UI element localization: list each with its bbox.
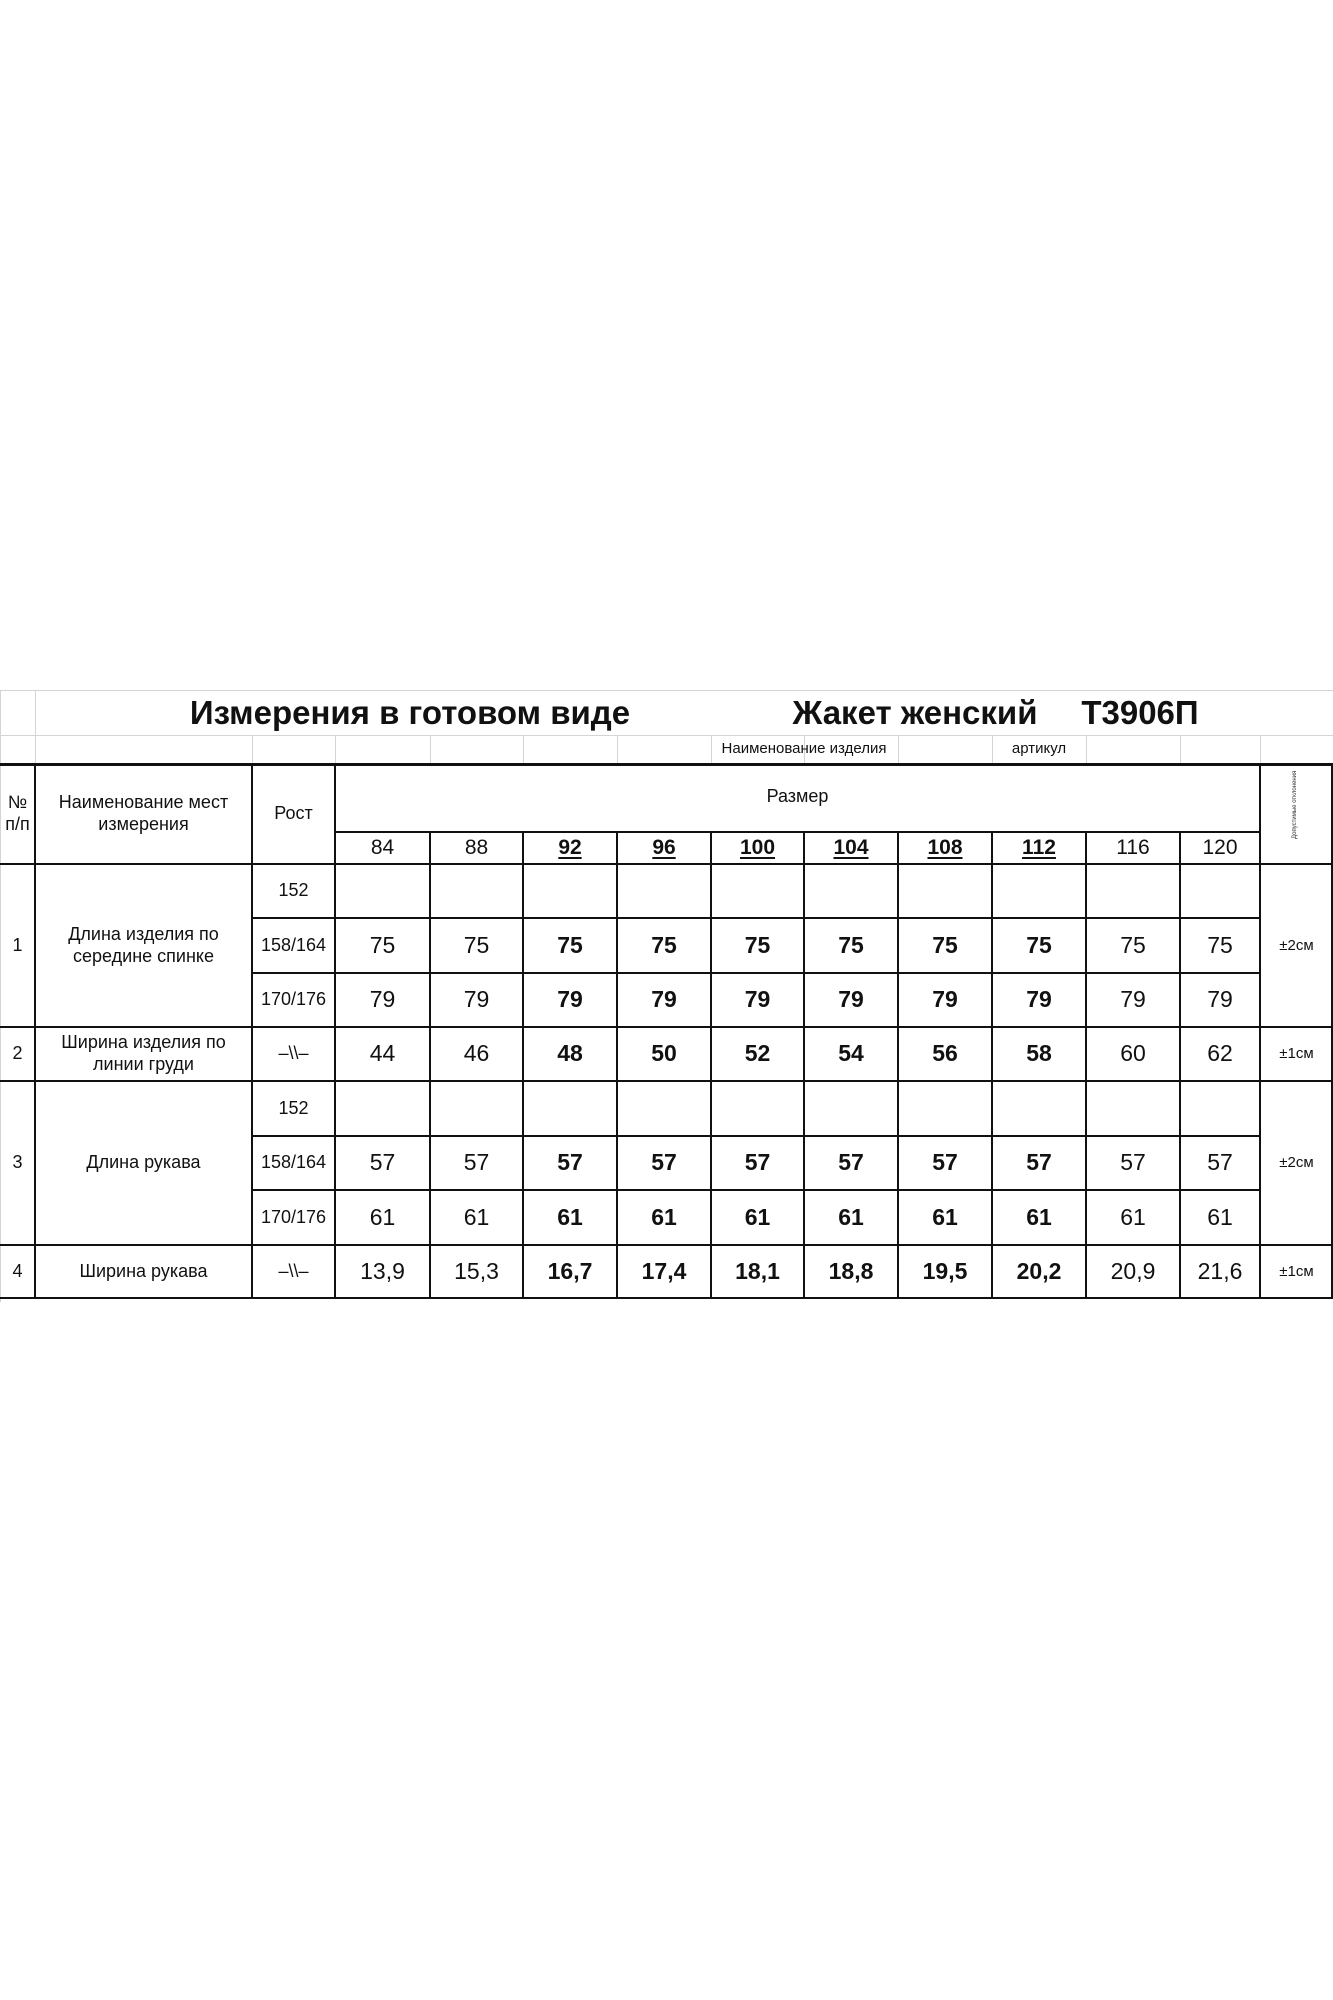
table-cell: 79 bbox=[744, 986, 771, 1013]
size-header-cell: 104 bbox=[833, 835, 869, 859]
table-cell: 46 bbox=[463, 1040, 490, 1067]
table-cell: 75 bbox=[1207, 931, 1233, 958]
size-header-cell: 88 bbox=[464, 835, 489, 859]
measurement-name: Ширина изделия по линии груди bbox=[61, 1032, 226, 1074]
col-no-header: № п/п bbox=[5, 791, 30, 834]
table-cell: 15,3 bbox=[454, 1257, 499, 1284]
table-cell: 75 bbox=[1120, 931, 1146, 958]
tolerance-value: ±2см bbox=[1279, 1154, 1314, 1171]
table-cell bbox=[711, 1081, 804, 1136]
col-size-header: Размер bbox=[766, 786, 829, 807]
grid-line-v bbox=[1260, 735, 1261, 763]
table-cell: 21,6 bbox=[1197, 1257, 1243, 1284]
height-value: 158/164 bbox=[260, 934, 327, 955]
grid-line-v bbox=[617, 735, 618, 763]
table-cell: 61 bbox=[744, 1203, 771, 1230]
table-cell: 61 bbox=[463, 1203, 490, 1230]
table-cell bbox=[898, 864, 992, 918]
table-cell: 20,9 bbox=[1110, 1257, 1156, 1284]
table-cell: 79 bbox=[1026, 986, 1052, 1013]
table-cell: 57 bbox=[1120, 1149, 1146, 1176]
tolerance-value: ±1см bbox=[1279, 1045, 1314, 1062]
table-cell: 79 bbox=[932, 986, 958, 1013]
table-cell: 61 bbox=[369, 1203, 396, 1230]
table-cell: 75 bbox=[1026, 931, 1052, 958]
table-cell: 79 bbox=[369, 986, 396, 1013]
table-cell bbox=[523, 864, 617, 918]
tolerance-value: ±1см bbox=[1279, 1262, 1314, 1280]
table-cell bbox=[335, 1081, 430, 1136]
height-value: –\\– bbox=[278, 1260, 309, 1281]
measurement-name: Длина изделия по середине спинке bbox=[68, 923, 219, 966]
page-title: Измерения в готовом виде bbox=[189, 693, 631, 731]
table-cell: 56 bbox=[932, 1040, 958, 1067]
table-cell bbox=[898, 1081, 992, 1136]
article-code: Т3906П bbox=[1081, 693, 1199, 731]
table-cell: 16,7 bbox=[547, 1257, 593, 1284]
grid-line-v bbox=[35, 735, 36, 763]
row-number: 2 bbox=[12, 1043, 23, 1064]
table-cell bbox=[617, 1081, 711, 1136]
table-cell: 57 bbox=[369, 1149, 396, 1176]
table-cell: 52 bbox=[744, 1040, 771, 1067]
height-value: –\\– bbox=[278, 1043, 309, 1064]
table-cell: 61 bbox=[1207, 1203, 1233, 1230]
product-name: Жакет женский bbox=[792, 693, 1038, 731]
product-caption: Наименование изделия bbox=[721, 740, 887, 757]
table-cell bbox=[335, 864, 430, 918]
table-cell: 75 bbox=[932, 931, 958, 958]
height-value: 170/176 bbox=[260, 1206, 327, 1227]
table-cell: 50 bbox=[651, 1040, 677, 1067]
table-cell: 60 bbox=[1120, 1040, 1146, 1067]
measurement-name: Ширина рукава bbox=[79, 1260, 208, 1281]
table-cell: 75 bbox=[557, 931, 583, 958]
table-cell: 61 bbox=[1026, 1203, 1052, 1230]
size-header-cell: 108 bbox=[927, 835, 963, 859]
table-cell: 58 bbox=[1026, 1040, 1052, 1067]
table-cell: 61 bbox=[932, 1203, 958, 1230]
table-cell bbox=[1086, 864, 1180, 918]
tolerance-value: ±2см bbox=[1279, 936, 1314, 954]
table-cell: 57 bbox=[932, 1149, 958, 1176]
size-header-cell: 84 bbox=[370, 835, 395, 859]
table-cell: 54 bbox=[838, 1040, 864, 1067]
height-value: 170/176 bbox=[260, 989, 327, 1010]
table-cell: 79 bbox=[463, 986, 490, 1013]
table-cell: 57 bbox=[651, 1149, 677, 1176]
table-cell: 18,8 bbox=[828, 1257, 874, 1284]
table-cell: 75 bbox=[369, 931, 396, 958]
row-number: 4 bbox=[12, 1260, 23, 1281]
table-cell: 13,9 bbox=[360, 1257, 405, 1284]
grid-line-v bbox=[523, 735, 524, 763]
table-cell bbox=[430, 864, 523, 918]
table-cell: 61 bbox=[838, 1203, 864, 1230]
table-cell bbox=[617, 864, 711, 918]
table-cell bbox=[992, 1081, 1086, 1136]
article-caption: артикул bbox=[1011, 740, 1067, 757]
table-cell: 17,4 bbox=[641, 1257, 687, 1284]
height-value: 152 bbox=[278, 880, 309, 901]
table-cell: 19,5 bbox=[922, 1257, 968, 1284]
grid-line-v bbox=[35, 690, 36, 735]
table-cell: 48 bbox=[557, 1040, 583, 1067]
table-cell: 62 bbox=[1207, 1040, 1233, 1067]
tolerance-caption: Допустимые отклонения bbox=[1292, 770, 1298, 839]
table-cell bbox=[804, 864, 898, 918]
table-cell: 57 bbox=[1026, 1149, 1052, 1176]
table-cell: 61 bbox=[651, 1203, 677, 1230]
table-cell bbox=[1180, 864, 1260, 918]
table-cell: 57 bbox=[463, 1149, 490, 1176]
table-cell: 61 bbox=[557, 1203, 583, 1230]
grid-line-v bbox=[898, 735, 899, 763]
size-header-cell: 96 bbox=[652, 835, 676, 859]
table-cell: 57 bbox=[744, 1149, 771, 1176]
measurement-name: Длина рукава bbox=[86, 1152, 201, 1173]
table-cell: 20,2 bbox=[1016, 1257, 1062, 1284]
col-height-header: Рост bbox=[274, 802, 313, 823]
table-cell bbox=[992, 864, 1086, 918]
size-header-cell: 112 bbox=[1022, 835, 1056, 859]
height-value: 158/164 bbox=[260, 1152, 327, 1173]
table-cell: 57 bbox=[838, 1149, 864, 1176]
grid-line-v bbox=[1086, 735, 1087, 763]
row-number: 1 bbox=[12, 934, 23, 955]
table-cell: 79 bbox=[838, 986, 864, 1013]
table-cell bbox=[1086, 1081, 1180, 1136]
table-cell bbox=[523, 1081, 617, 1136]
table-cell bbox=[430, 1081, 523, 1136]
table-cell: 44 bbox=[369, 1040, 396, 1067]
table-cell bbox=[1180, 1081, 1260, 1136]
table-cell: 75 bbox=[463, 931, 490, 958]
table-cell: 57 bbox=[557, 1149, 583, 1176]
grid-line-v bbox=[430, 735, 431, 763]
table-cell: 75 bbox=[838, 931, 864, 958]
grid-line-h bbox=[0, 735, 1333, 736]
row-number: 3 bbox=[12, 1152, 23, 1173]
size-header-cell: 100 bbox=[739, 835, 776, 859]
table-cell: 79 bbox=[651, 986, 677, 1013]
table-cell: 79 bbox=[1120, 986, 1146, 1013]
table-cell: 61 bbox=[1120, 1203, 1146, 1230]
table-cell: 79 bbox=[557, 986, 583, 1013]
measurement-sheet bbox=[0, 690, 1333, 1302]
height-value: 152 bbox=[278, 1097, 309, 1118]
grid-line-v bbox=[252, 735, 253, 763]
size-header-cell: 116 bbox=[1116, 835, 1150, 859]
table-cell: 75 bbox=[744, 931, 771, 958]
table-cell: 18,1 bbox=[735, 1257, 780, 1284]
table-cell bbox=[804, 1081, 898, 1136]
table-cell bbox=[711, 864, 804, 918]
size-header-cell: 92 bbox=[558, 835, 582, 859]
table-cell: 79 bbox=[1207, 986, 1233, 1013]
grid-line-v bbox=[335, 735, 336, 763]
table-cell: 57 bbox=[1207, 1149, 1233, 1176]
table-cell: 75 bbox=[651, 931, 677, 958]
size-header-cell: 120 bbox=[1202, 835, 1238, 859]
col-name-header: Наименование мест измерения bbox=[58, 791, 229, 834]
grid-line-v bbox=[1180, 735, 1181, 763]
